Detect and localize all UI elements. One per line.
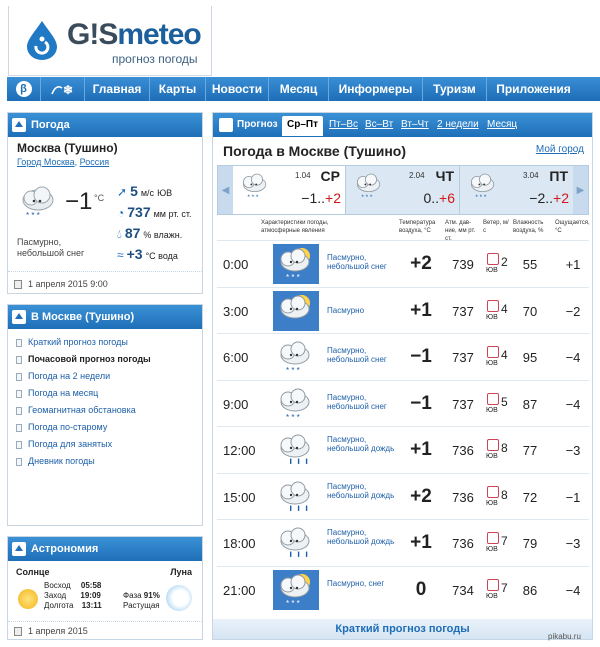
wind-direction-icon	[487, 393, 499, 405]
cloud-rain-icon	[273, 430, 319, 475]
main-nav	[7, 77, 600, 101]
forecast-row	[217, 426, 589, 472]
menu-item[interactable]: Краткий прогноз погоды	[16, 334, 151, 351]
svg-text:* * *: * * *	[361, 193, 373, 201]
row-time: 3:00	[223, 303, 249, 319]
tab-2-weeks[interactable]: 2 недели	[437, 119, 479, 130]
sun-label: Солнце	[16, 567, 50, 577]
row-feels-like: −3	[565, 443, 581, 458]
row-desc: Пасмурно	[327, 305, 365, 315]
moon-phase-state: Растущая	[123, 601, 160, 610]
row-wind-speed: 8	[501, 441, 508, 455]
watermark: pikabu.ru	[548, 632, 581, 641]
tab-sun-tue[interactable]: Вс–Вт	[365, 119, 394, 130]
pressure-icon: ◔	[117, 206, 125, 220]
sun-cloud-icon	[273, 291, 319, 336]
sun-cloud-snow-icon	[273, 570, 319, 615]
row-temp: 0	[415, 578, 427, 600]
forecast-row	[217, 566, 589, 612]
logo[interactable]	[8, 6, 212, 76]
cloud-snow-icon	[351, 170, 388, 206]
menu-item[interactable]: Погода на 2 недели	[16, 368, 151, 385]
page-title: Погода в Москве (Тушино)	[223, 143, 407, 159]
forecast-row	[217, 333, 589, 379]
row-feels-like: −4	[565, 582, 581, 598]
tab-tue-thu[interactable]: Вт–Чт	[401, 119, 429, 130]
row-temp: −1	[410, 392, 432, 414]
panel-title: В Москве (Тушино)	[31, 311, 135, 323]
document-icon	[16, 424, 22, 432]
row-temp: −1	[410, 346, 432, 367]
panel-title: Погода	[31, 119, 70, 131]
row-pressure: 737	[452, 396, 474, 412]
wind-direction-icon	[487, 439, 499, 451]
row-temp: +1	[410, 532, 432, 553]
forecast-row	[217, 519, 589, 565]
svg-text:* * *: * * *	[475, 193, 487, 201]
row-humidity: 86	[522, 582, 538, 598]
wind-direction-icon	[487, 346, 499, 358]
row-pressure: 736	[452, 536, 474, 551]
forecast-tabs	[213, 113, 592, 137]
pressure-value: 737	[127, 204, 151, 220]
forecast-row	[217, 287, 589, 333]
city-link[interactable]: Город Москва	[17, 157, 75, 167]
wind-direction-icon	[487, 532, 499, 544]
svg-text:╹ ╹ ╹: ╹ ╹ ╹	[288, 459, 310, 469]
row-time: 0:00	[223, 257, 249, 272]
svg-text:* * *: * * *	[286, 598, 300, 608]
gismeteo-drop-icon	[25, 20, 59, 60]
row-wind-dir: ЮВ	[486, 313, 498, 321]
svg-text:* * *: * * *	[286, 273, 300, 282]
document-icon	[16, 356, 22, 364]
weather-snow-icon[interactable]	[41, 77, 85, 101]
svg-text:* * *: * * *	[286, 412, 300, 422]
wind-arrow-icon: ➚	[117, 185, 128, 199]
triangle-icon	[12, 118, 26, 132]
day-length: 13:11	[81, 601, 102, 610]
triangle-icon	[12, 542, 26, 556]
row-time: 21:00	[223, 582, 256, 598]
row-humidity: 77	[522, 443, 538, 458]
menu-item[interactable]: Почасовой прогноз погоды	[16, 351, 151, 368]
tab-wed-fri[interactable]: Ср–Пт	[282, 116, 323, 136]
row-feels-like: −4	[565, 396, 581, 412]
tab-forecast[interactable]: Прогноз	[237, 119, 278, 130]
moon-icon	[166, 585, 192, 611]
next-days-button[interactable]: ▶	[573, 166, 588, 214]
sunset-time: 19:09	[80, 591, 101, 600]
wind-direction-icon	[487, 579, 499, 591]
forecast-row	[217, 380, 589, 426]
cloud-rain-icon	[273, 477, 319, 522]
svg-text:* * *: * * *	[247, 193, 259, 201]
temp-unit: °C	[94, 193, 105, 203]
panel-title: Астрономия	[31, 543, 99, 555]
row-wind-dir: ЮВ	[486, 546, 498, 553]
svg-text:* * *: * * *	[286, 366, 300, 375]
day-selector	[217, 165, 589, 215]
row-temp: +1	[410, 439, 432, 460]
row-humidity: 70	[522, 303, 538, 319]
row-temp: +1	[410, 299, 432, 321]
cloud-snow-icon	[273, 384, 319, 429]
row-pressure: 736	[452, 443, 474, 458]
row-pressure: 737	[452, 303, 474, 319]
row-feels-like: −3	[565, 536, 581, 551]
row-humidity: 95	[522, 350, 538, 365]
header-feels: Ощущается, °С	[555, 220, 590, 234]
document-icon	[16, 373, 22, 381]
menu-item[interactable]: Геомагнитная обстановка	[16, 402, 151, 419]
row-feels-like: −1	[565, 489, 581, 505]
header-conditions: Характеристики погоды, атмосферные явления	[261, 220, 329, 234]
logo-tagline: прогноз погоды	[112, 52, 198, 66]
header-temp: Температура воздуха, °С	[399, 220, 436, 234]
header-humidity: Влажность воздуха, %	[513, 220, 544, 234]
row-wind-speed: 5	[501, 394, 508, 409]
document-icon	[16, 339, 22, 347]
city-menu-panel	[7, 304, 203, 526]
row-temp: +2	[410, 485, 432, 507]
row-wind-dir: ЮВ	[486, 267, 498, 274]
cloud-snow-icon	[465, 170, 502, 206]
menu-item[interactable]: Дневник погоды	[16, 453, 151, 470]
row-wind-dir: ЮВ	[486, 406, 498, 414]
row-feels-like: +1	[565, 257, 581, 272]
wind-value: 5	[130, 183, 138, 199]
row-desc: Пасмурно, небольшой снег	[327, 346, 387, 364]
row-desc: Пасмурно, снег	[327, 578, 385, 588]
city-name: Москва (Тушино)	[17, 141, 118, 155]
row-desc: Пасмурно, небольшой снег	[327, 392, 387, 411]
row-feels-like: −2	[565, 303, 581, 319]
logo-brand: G!Smeteo	[67, 18, 201, 51]
row-wind-speed: 7	[501, 534, 508, 548]
nav-tourism[interactable]: Туризм	[423, 77, 487, 101]
cloud-snow-icon	[273, 337, 319, 382]
day-card[interactable]: * * * 2.04 ЧТ 0..+6	[347, 166, 460, 214]
row-pressure: 734	[452, 582, 474, 598]
row-wind-dir: ЮВ	[486, 592, 498, 600]
nav-maps[interactable]: Карты	[150, 77, 206, 101]
row-time: 18:00	[223, 536, 256, 551]
tab-month[interactable]: Месяц	[487, 119, 518, 130]
row-humidity: 72	[522, 489, 538, 505]
document-icon	[16, 390, 22, 398]
current-temp: −1	[65, 188, 93, 215]
header-pressure: Атм. дав-ние, мм рт. ст.	[445, 220, 476, 242]
humidity-value: 87	[124, 225, 141, 241]
row-time: 6:00	[223, 350, 249, 365]
row-pressure: 737	[452, 350, 474, 365]
weather-desc: Пасмурно, небольшой снег	[17, 237, 85, 258]
wind-direction-icon	[487, 486, 499, 498]
row-time: 9:00	[223, 396, 249, 412]
nav-apps[interactable]: Приложения	[496, 82, 571, 96]
astro-date: 1 апреля 2015	[28, 626, 88, 636]
nav-informers[interactable]: Информеры	[329, 77, 423, 101]
forecast-panel	[212, 112, 593, 640]
moon-phase: 91%	[143, 591, 160, 600]
wind-direction-icon	[487, 300, 499, 312]
svg-text:╹ ╹ ╹: ╹ ╹ ╹	[288, 552, 310, 562]
row-wind-speed: 4	[501, 348, 508, 362]
weather-date: 1 апреля 2015 9:00	[28, 279, 108, 289]
water-wave-icon: ≈	[117, 248, 124, 262]
document-icon	[16, 441, 22, 449]
calendar-icon	[14, 627, 22, 636]
document-icon	[16, 458, 22, 466]
wind-direction-icon	[487, 253, 499, 265]
row-temp: +2	[410, 253, 432, 274]
row-desc: Пасмурно, небольшой дождь	[327, 435, 395, 453]
row-wind-dir: ЮВ	[486, 360, 498, 367]
current-weather-panel: Погода Москва (Тушино) Город Москва, Россия * * * −1 °C Пасмурно, небольшой снег ➚ 5 м/с ЮВ ◔ 737 мм рт. ст. 💧︎ 87 % влажн. ≈ +3 °C вода 1 апреля 2015 9:00	[7, 112, 203, 294]
country-link[interactable]: Россия	[79, 157, 110, 167]
triangle-icon	[12, 310, 26, 324]
row-wind-dir: ЮВ	[486, 453, 498, 460]
svg-text:╹ ╹ ╹: ╹ ╹ ╹	[288, 505, 310, 516]
row-humidity: 87	[522, 396, 538, 412]
day-card[interactable]: * * * 1.04 СР −1..+2	[233, 166, 346, 214]
forecast-row	[217, 473, 589, 519]
forecast-row	[217, 240, 589, 286]
row-wind-speed: 2	[501, 255, 508, 269]
sun-cloud-snow-icon	[273, 244, 319, 289]
moon-label: Луна	[170, 567, 192, 577]
cloud-snow-icon	[18, 185, 58, 221]
row-humidity: 55	[522, 257, 538, 272]
prev-days-button[interactable]: ◀	[218, 166, 233, 214]
my-city-link[interactable]: Мой город	[535, 144, 584, 155]
cloud-snow-icon	[237, 170, 274, 206]
beta-button[interactable]: β	[7, 77, 41, 101]
tab-fri-sun[interactable]: Пт–Вс	[329, 119, 358, 130]
row-wind-speed: 4	[501, 301, 508, 316]
astronomy-panel: Астрономия Солнце Луна Восход 05:58 Заход 19:09 Долгота 13:11 Фаза 91% Растущая 1 апреля 2015	[7, 536, 203, 640]
triangle-icon	[219, 118, 233, 132]
nav-month[interactable]: Месяц	[269, 77, 329, 101]
row-pressure: 739	[452, 257, 474, 272]
svg-text:❄: ❄	[62, 83, 73, 96]
nav-news[interactable]: Новости	[206, 77, 269, 101]
row-desc: Пасмурно, небольшой дождь	[327, 528, 395, 546]
row-desc: Пасмурно, небольшой снег	[327, 253, 387, 271]
row-humidity: 79	[522, 536, 538, 551]
row-time: 12:00	[223, 443, 256, 458]
menu-item[interactable]: Погода для занятых	[16, 436, 151, 453]
row-time: 15:00	[223, 489, 256, 505]
row-desc: Пасмурно, небольшой дождь	[327, 481, 395, 500]
day-card[interactable]: * * * 3.04 ПТ −2..+2	[461, 166, 574, 214]
sunrise-time: 05:58	[80, 581, 102, 590]
menu-item[interactable]: Погода по-старому	[16, 419, 151, 436]
calendar-icon	[14, 280, 22, 289]
sun-icon	[18, 589, 38, 609]
row-feels-like: −4	[565, 350, 581, 365]
short-forecast-link[interactable]: Краткий прогноз погоды	[213, 619, 592, 639]
row-wind-speed: 7	[501, 580, 508, 595]
nav-home[interactable]: Главная	[85, 77, 150, 101]
row-wind-speed: 8	[501, 487, 508, 502]
row-pressure: 736	[452, 489, 474, 505]
row-wind-dir: ЮВ	[486, 499, 498, 507]
humidity-drop-icon: 💧︎	[117, 227, 122, 241]
menu-item[interactable]: Погода на месяц	[16, 385, 151, 402]
header-wind: Ветер, м/с	[483, 220, 509, 234]
water-temp-value: +3	[126, 246, 143, 262]
cloud-rain-icon	[273, 523, 319, 568]
document-icon	[16, 407, 22, 415]
svg-text:* * *: * * *	[26, 211, 40, 220]
